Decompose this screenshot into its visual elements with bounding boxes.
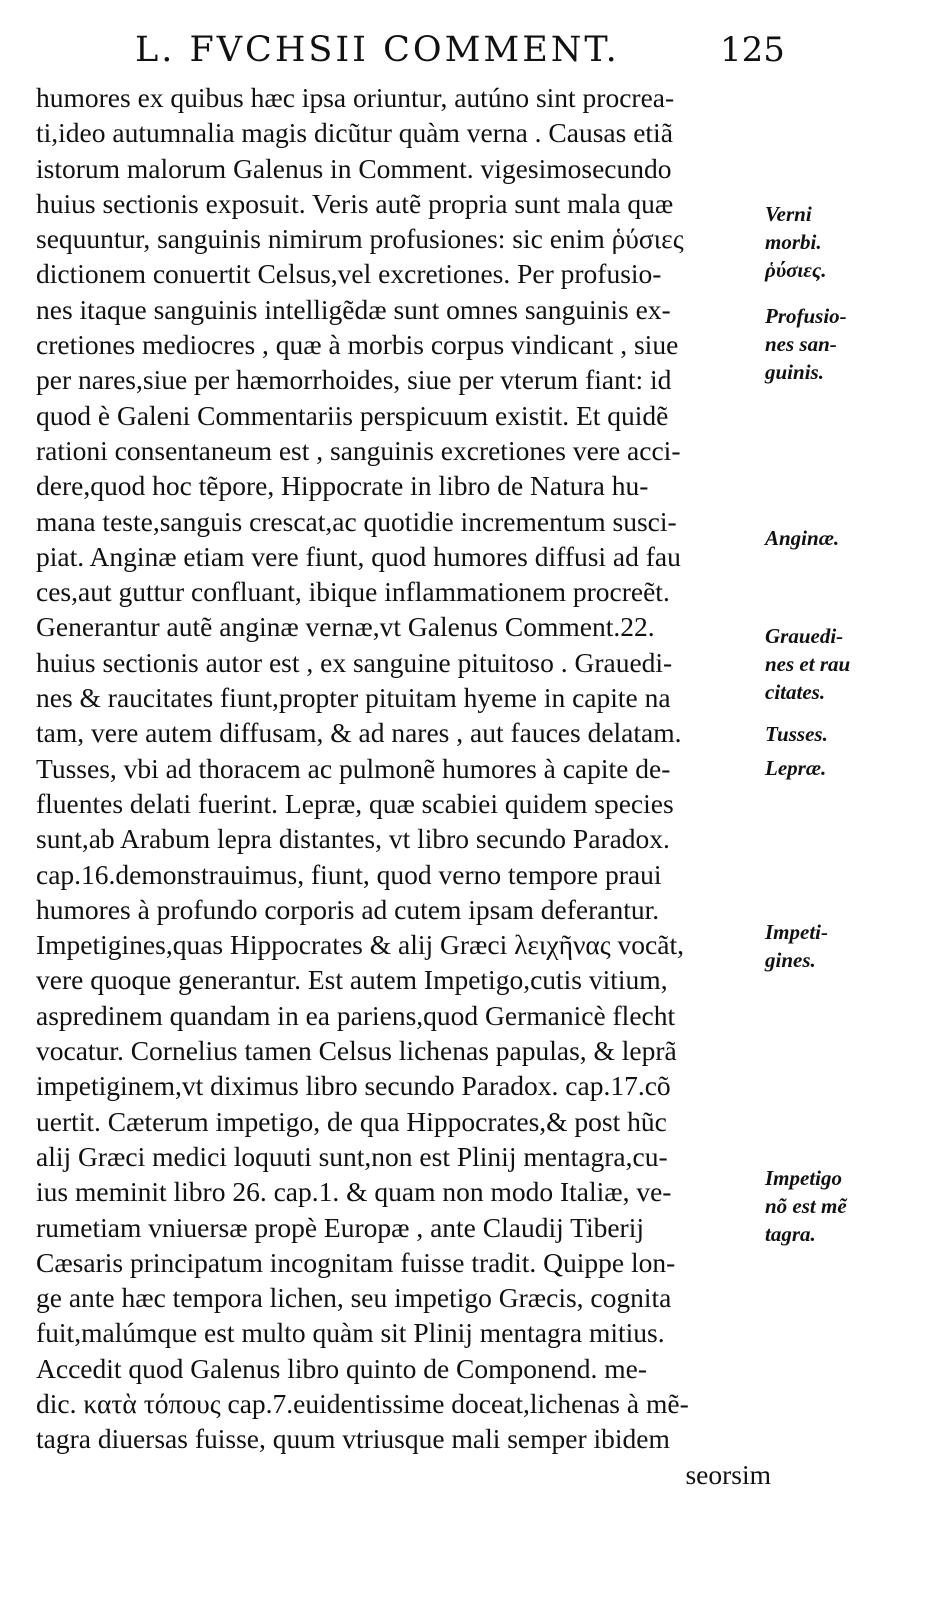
text-line: vere quoque generantur. Est autem Impetigo,cutis vitium, [36, 964, 668, 996]
margin-note-line: citates. [765, 680, 826, 704]
text-line: Accedit quod Galenus libro quinto de Componend. me- [36, 1352, 647, 1384]
margin-note-tusses [765, 720, 915, 748]
margin-note-line: guinis. [765, 360, 824, 384]
margin-note-anginae [765, 524, 915, 552]
text-line: fluentes delati fuerint. Lepræ, quæ scabiei quidem species [36, 787, 674, 819]
margin-note-line: Impeti- [765, 920, 828, 944]
text-line: sequuntur, sanguinis nimirum profusiones: sic enim ῥύσιες [36, 223, 684, 255]
text-line: aspredinem quandam in ea pariens,quod Germanicè flecht [36, 999, 676, 1031]
text-line: ti,ideo autumnalia magis dicũtur quàm verna . Causas etiã [36, 117, 673, 149]
text-line: alij Græci medici loquuti sunt,non est Plinij mentagra,cu- [36, 1140, 668, 1172]
margin-note-line: Profusio- [765, 304, 847, 328]
text-line: uertit. Cæterum impetigo, de qua Hippocrates,& post hũc [36, 1105, 667, 1137]
margin-note-line: ῥύσιες. [765, 258, 827, 282]
text-line: rumetiam vniuersæ propè Europæ , ante Claudij Tiberij [36, 1211, 644, 1243]
margin-note-grauedines [765, 622, 915, 706]
margin-note-impetigo-mentagra [765, 1164, 915, 1248]
margin-note-leprae [765, 754, 915, 782]
text-line: quod è Galeni Commentariis perspicuum existit. Et quidẽ [36, 399, 669, 431]
margin-note-line: nes san- [765, 332, 837, 356]
text-line: ius meminit libro 26. cap.1. & quam non modo Italiæ, ve- [36, 1176, 672, 1208]
text-line: vocatur. Cornelius tamen Celsus lichenas papulas, & leprã [36, 1035, 677, 1067]
main-text-block [36, 80, 771, 1492]
margin-note-impetigines [765, 918, 915, 974]
text-line: humores ex quibus hæc ipsa oriuntur, autúno sint procrea- [36, 82, 675, 113]
margin-note-line: Tusses. [765, 722, 828, 746]
text-line: dere,quod hoc tẽpore, Hippocrate in libro de Natura hu- [36, 470, 649, 502]
text-line: huius sectionis exposuit. Veris autẽ propria sunt mala quæ [36, 187, 674, 219]
text-line: piat. Anginæ etiam vere fiunt, quod humores diffusi ad fau [36, 540, 681, 572]
text-line: dictionem conuertit Celsus,vel excretiones. Per profusio- [36, 258, 662, 290]
running-head: L. FVCHSII COMMENT. [135, 30, 620, 70]
text-line: ge ante hæc tempora lichen, seu impetigo Græcis, cognita [36, 1282, 672, 1314]
text-line: Impetigines,quas Hippocrates & alij Græci λειχῆνας vocãt, [36, 929, 684, 961]
text-line: fuit,malúmque est multo quàm sit Plinij mentagra mitius. [36, 1317, 665, 1349]
text-line: tam, vere autem diffusam, & ad nares , aut fauces delatam. [36, 717, 682, 749]
text-line: huius sectionis autor est , ex sanguine pituitoso . Grauedi- [36, 646, 673, 678]
text-line: ces,aut guttur confluant, ibique inflammationem procreẽt. [36, 576, 670, 608]
margin-note-line: tagra. [765, 1222, 816, 1246]
text-line: istorum malorum Galenus in Comment. vigesimosecundo [36, 152, 672, 184]
text-line: Tusses, vbi ad thoracem ac pulmonẽ humores à capite de- [36, 752, 671, 784]
page-header [40, 28, 820, 72]
text-line: humores à profundo corporis ad cutem ipsam deferantur. [36, 893, 660, 925]
margin-note-line: morbi. [765, 230, 822, 254]
margin-note-line: Impetigo [765, 1166, 842, 1190]
margin-note-verni-morbi [765, 200, 915, 284]
margin-note-profusiones [765, 302, 915, 386]
text-line: impetiginem,vt diximus libro secundo Paradox. cap.17.cõ [36, 1070, 671, 1102]
text-line: rationi consentaneum est , sanguinis excretiones vere acci- [36, 434, 681, 466]
margin-note-line: nes et rau [765, 652, 851, 676]
text-line: dic. κατὰ τόπους cap.7.euidentissime doceat,lichenas à mẽ- [36, 1387, 689, 1419]
catchword: seorsim [685, 1458, 771, 1490]
page-number: 125 [720, 30, 785, 70]
text-line: nes itaque sanguinis intelligẽdæ sunt omnes sanguinis ex- [36, 293, 671, 325]
text-line: Generantur autẽ anginæ vernæ,vt Galenus Comment.22. [36, 611, 655, 643]
text-line: per nares,siue per hæmorrhoides, siue per vterum fiant: id [36, 364, 672, 396]
text-line: cap.16.demonstrauimus, fiunt, quod verno tempore praui [36, 858, 662, 890]
text-line: tagra diuersas fuisse, quum vtriusque mali semper ibidem [36, 1423, 670, 1455]
text-line: sunt,ab Arabum lepra distantes, vt libro secundo Paradox. [36, 823, 670, 855]
text-line: cretiones mediocres , quæ à morbis corpus vindicant , siue [36, 329, 679, 361]
margin-note-line: nõ est mẽ [765, 1194, 847, 1218]
margin-note-line: Verni [765, 202, 812, 226]
margin-note-line: Lepræ. [765, 756, 827, 780]
margin-note-line: gines. [765, 948, 816, 972]
text-line: mana teste,sanguis crescat,ac quotidie incrementum susci- [36, 505, 677, 537]
margin-note-line: Grauedi- [765, 624, 844, 648]
text-line: Cæsaris principatum incognitam fuisse tradit. Quippe lon- [36, 1246, 676, 1278]
margin-note-line: Anginæ. [765, 526, 840, 550]
text-line: nes & raucitates fiunt,propter pituitam hyeme in capite na [36, 682, 671, 714]
